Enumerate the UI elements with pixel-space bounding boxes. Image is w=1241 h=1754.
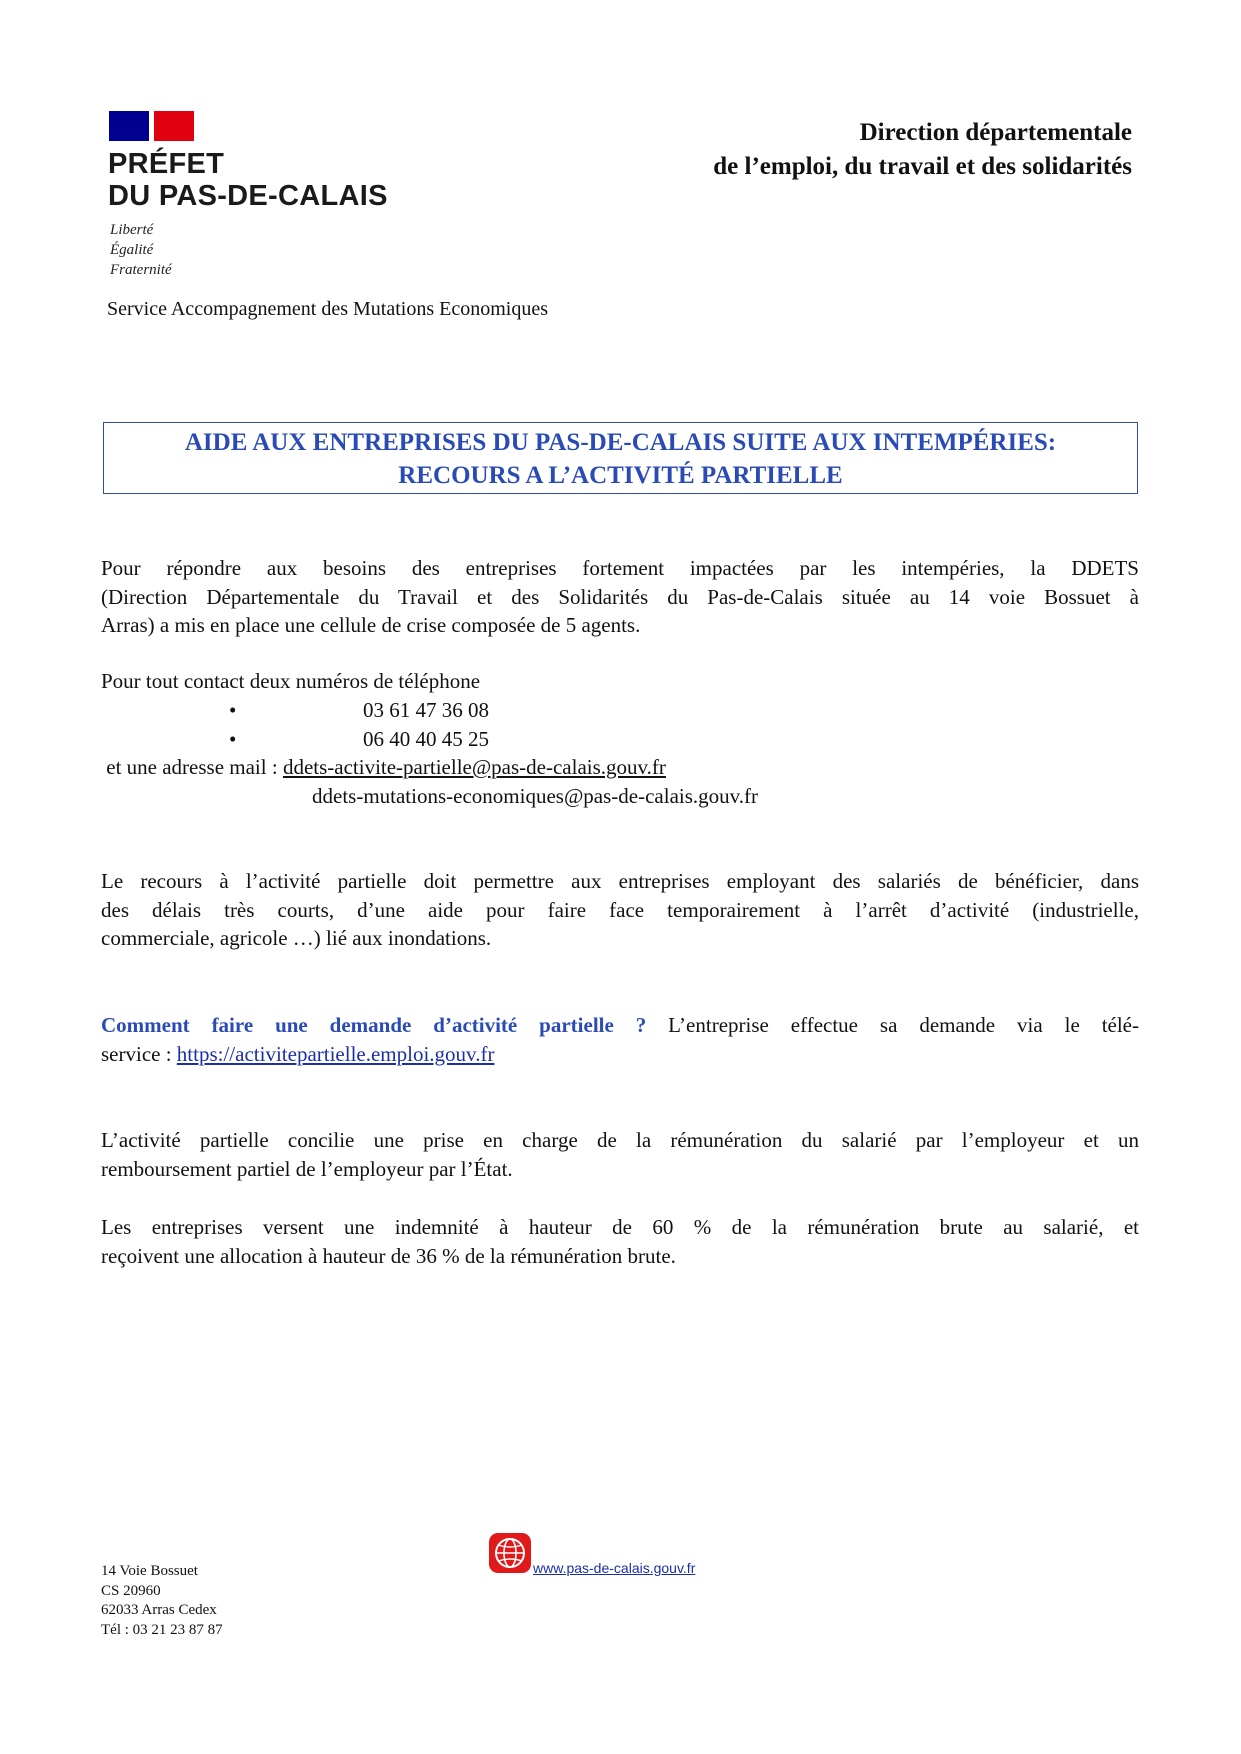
flag-blue-band xyxy=(109,111,149,141)
purpose-line-2: des délais très courts, d’une aide pour faire face temporairement à l’arrêt d’activité (industrielle, xyxy=(101,897,1139,922)
phones-intro: Pour tout contact deux numéros de téléphone xyxy=(101,669,481,693)
mail-address-2: ddets-mutations-economiques@pas-de-calais.gouv.fr xyxy=(312,784,759,808)
mail-intro: et une adresse mail : xyxy=(101,755,283,779)
prefecture-line-1: PRÉFET xyxy=(108,148,225,180)
purpose-paragraph xyxy=(101,867,1139,953)
address-phone: Tél : 03 21 23 87 87 xyxy=(101,1621,223,1638)
phone-item-2 xyxy=(101,725,701,754)
intro-paragraph xyxy=(101,554,1139,640)
intro-line-2: (Direction Départementale du Travail et des Solidarités du Pas-de-Calais située au 14 voie Bossuet à xyxy=(101,584,1139,609)
mail-link-1[interactable]: ddets-activite-partielle@pas-de-calais.gouv.fr xyxy=(282,755,666,779)
howto-line-1 xyxy=(101,1011,1139,1040)
howto-paragraph xyxy=(101,1011,1139,1068)
motto-fraternite: Fraternité xyxy=(110,262,172,278)
address-street: 14 Voie Bossuet xyxy=(101,1563,198,1579)
purpose-line-1: Le recours à l’activité partielle doit permettre aux entreprises employant des salariés de bénéficier, dans xyxy=(101,869,1139,893)
concept-line-2: remboursement partiel de l’employeur par l’État. xyxy=(101,1156,513,1181)
republique-flag-logo xyxy=(109,111,194,141)
rates-paragraph xyxy=(101,1213,1139,1270)
address-city: 62033 Arras Cedex xyxy=(101,1602,217,1618)
mail-line xyxy=(101,753,666,782)
activite-partielle-link[interactable]: https://activitepartielle.emploi.gouv.fr xyxy=(176,1041,495,1066)
direction-line-2: de l’emploi, du travail et des solidarités xyxy=(713,153,1132,180)
prefecture-line-2: DU PAS-DE-CALAIS xyxy=(108,180,388,212)
website-link[interactable]: www.pas-de-calais.gouv.fr xyxy=(533,1560,696,1576)
howto-question: Comment faire une demande d’activité partielle ? xyxy=(101,1013,647,1037)
phone-number-2: 06 40 40 45 25 xyxy=(363,727,489,751)
rates-line-2: reçoivent une allocation à hauteur de 36 % de la rémunération brute. xyxy=(101,1243,676,1268)
concept-paragraph xyxy=(101,1126,1139,1183)
marianne-profile-icon xyxy=(163,111,164,112)
howto-answer-1: L’entreprise effectue sa demande via le télé- xyxy=(646,1013,1139,1037)
title-line-2: RECOURS A L’ACTIVITÉ PARTIELLE xyxy=(398,462,843,489)
motto-egalite: Égalité xyxy=(110,242,154,258)
phone-number-1: 03 61 47 36 08 xyxy=(363,698,489,722)
howto-answer-2: service : xyxy=(101,1041,177,1066)
concept-line-1: L’activité partielle concilie une prise en charge de la rémunération du salarié par l’employeur et un xyxy=(101,1128,1139,1152)
phone-item-1 xyxy=(101,696,701,725)
footer-address xyxy=(101,1562,223,1640)
purpose-line-3: commerciale, agricole …) lié aux inondations. xyxy=(101,926,492,950)
republic-motto xyxy=(110,220,172,280)
globe-icon xyxy=(488,1532,532,1574)
bullet-icon: • xyxy=(229,698,237,722)
bullet-icon: • xyxy=(229,727,237,751)
document-title-box xyxy=(103,422,1138,494)
address-cs: CS 20960 xyxy=(101,1582,161,1599)
prefecture-name xyxy=(108,148,388,212)
intro-line-3: Arras) a mis en place une cellule de crise composée de 5 agents. xyxy=(101,613,641,637)
rates-line-1: Les entreprises versent une indemnité à hauteur de 60 % de la rémunération brute au salarié, et xyxy=(101,1215,1139,1239)
motto-liberte: Liberté xyxy=(110,222,154,238)
service-name: Service Accompagnement des Mutations Economiques xyxy=(107,298,549,320)
direction-header xyxy=(713,116,1132,184)
title-line-1: AIDE AUX ENTREPRISES DU PAS-DE-CALAIS SUITE AUX INTEMPÉRIES: xyxy=(184,429,1057,456)
howto-line-2 xyxy=(101,1040,1139,1069)
intro-line-1: Pour répondre aux besoins des entreprises fortement impactées par les intempéries, la DDETS xyxy=(101,556,1139,580)
direction-line-1: Direction départementale xyxy=(859,119,1132,146)
flag-red-band xyxy=(154,111,194,141)
flag-white-band xyxy=(149,111,154,141)
